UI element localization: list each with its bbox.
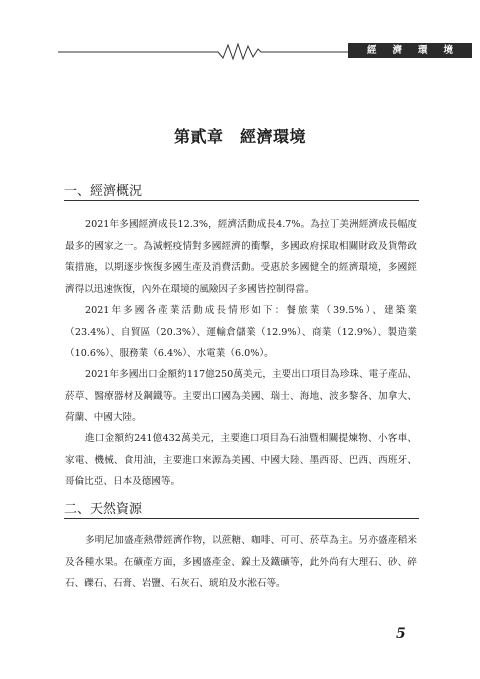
section-divider (64, 518, 419, 519)
section-heading-economy: 一、經濟概況 (64, 184, 143, 199)
paragraph-economy-growth: 2021年多國經濟成長12.3%，經濟活動成長4.7%。為拉丁美洲經濟成長幅度最多的國家之一。為減輕疫情對多國經濟的衝擊，多國政府採取相關財政及貨幣政策措施，以期逐步恢復多國生產及消費活動。受惠於多國健全的經濟環境，多國經濟得以迅速恢復，內外在環境的風險因子多國皆控制得當。 (65, 219, 417, 295)
paragraph-imports: 進口金額約241億432萬美元，主要進口項目為石油暨相關提煉物、小客車、家電、機械、食用油，主要進口來源為美國、中國大陸、墨西哥、巴西、西班牙、哥倫比亞、日本及德國等。 (65, 433, 417, 487)
paragraph-exports: 2021年多國出口金額約117億250萬美元，主要出口項目為珍珠、電子產品、菸草、醫療器材及鋼鐵等。主要出口國為美國、瑞士、海地、波多黎各、加拿大、荷蘭、中國大陸。 (65, 369, 417, 423)
section-divider (64, 200, 419, 201)
paragraph-natural-resources: 多明尼加盛產熱帶經濟作物，以蔗糖、咖啡、可可、菸草為主。另亦盛產稻米及各種水果。在礦產方面，多國盛產金、鎳土及鐵礦等，此外尚有大理石、砂、碎石、礫石、石膏、岩鹽、石灰石、琥珀及水淞石等。 (65, 535, 417, 589)
chapter-title: 第貳章 經濟環境 (173, 127, 306, 146)
running-header (58, 42, 469, 62)
header-section-label: 經濟環境 (348, 43, 472, 58)
heartbeat-line-icon (58, 42, 358, 62)
page-number: 5 (396, 626, 406, 642)
section-heading-resources: 二、天然資源 (64, 502, 143, 517)
paragraph-industry-growth: 2021年多國各產業活動成長情形如下：餐旅業（39.5%）、建築業（23.4%）、自貿區（20.3%）、運輸倉儲業（12.9%）、商業（12.9%）、製造業（10.6%）、服務業（6.4%）、水電業（6.0%）。 (65, 305, 417, 359)
